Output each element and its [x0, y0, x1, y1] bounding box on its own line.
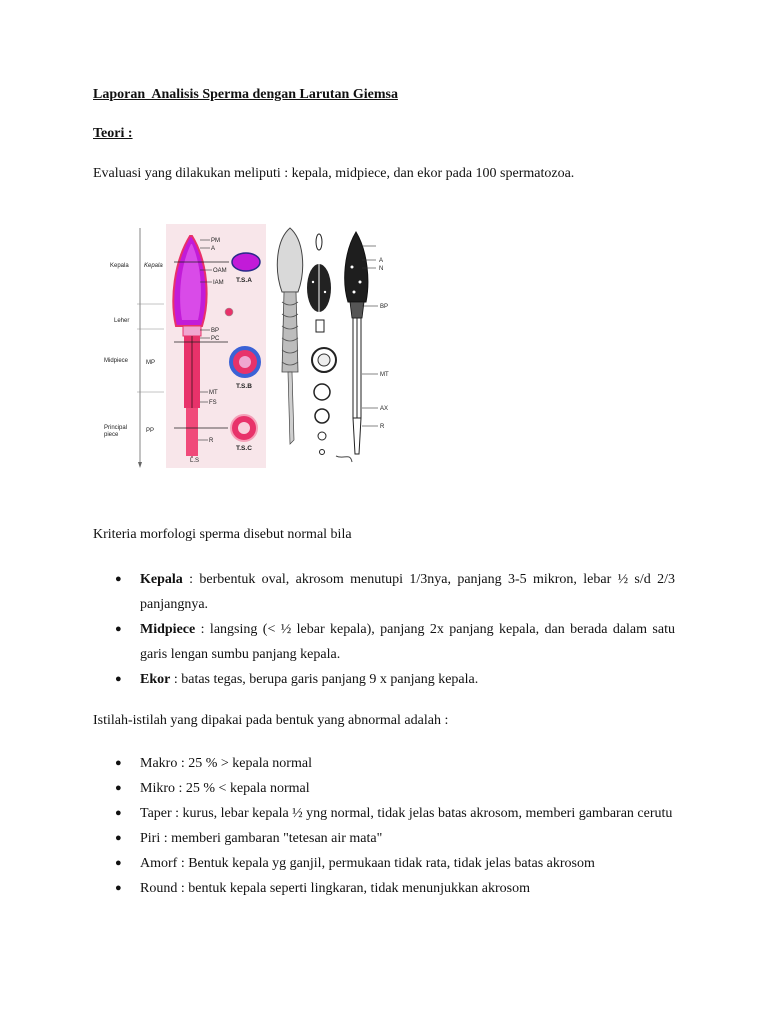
list-item [93, 876, 675, 901]
abnormal-list [93, 751, 675, 901]
abnormal-text: Amorf : Bentuk kepala yg ganjil, permukaan tidak rata, tidak jelas batas akrosom [140, 856, 595, 871]
abnormal-text: Mikro : 25 % < kepala normal [140, 781, 310, 796]
svg-text:R: R [380, 424, 385, 430]
svg-text:MT: MT [380, 372, 389, 378]
criteria-text: : berbentuk oval, akrosom menutupi 1/3nya, panjang 3-5 mikron, lebar ½ s/d 2/3 panjangnya. [140, 572, 675, 612]
region-label-kepala: Kepala [144, 263, 163, 269]
intro-paragraph: Evaluasi yang dilakukan meliputi : kepala, midpiece, dan ekor pada 100 spermatozoa. [93, 166, 575, 181]
abnormal-intro: Istilah-istilah yang dipakai pada bentuk yang abnormal adalah : [93, 713, 449, 728]
svg-text:BP: BP [380, 304, 389, 310]
svg-text:PM: PM [211, 238, 220, 244]
abnormal-text: Taper : kurus, lebar kepala ½ yng normal, tidak jelas batas akrosom, memberi gambaran cerutu [140, 806, 673, 821]
svg-text:FS: FS [209, 400, 217, 406]
bullet-icon: ● [115, 857, 122, 869]
svg-text:A: A [211, 246, 216, 252]
label-tsc: T.S.C [236, 445, 252, 452]
label-tsa: T.S.A [236, 277, 252, 284]
section-heading: Teori : [93, 126, 133, 141]
label-midpiece: Midpiece [104, 358, 129, 364]
bullet-icon: ● [115, 673, 122, 685]
criteria-text: : langsing (< ½ lebar kepala), panjang 2x panjang kepala, dan berada dalam satu garis lengan sumbu panjang kepala. [140, 622, 675, 662]
svg-text:A: A [379, 258, 384, 264]
sperm-anatomy-figure [104, 222, 396, 470]
criteria-intro: Kriteria morfologi sperma disebut normal bila [93, 527, 352, 542]
label-ls: L.S [190, 458, 200, 464]
abnormal-text: Makro : 25 % > kepala normal [140, 756, 312, 771]
list-item [93, 851, 675, 876]
bullet-icon: ● [115, 832, 122, 844]
svg-text:R: R [209, 438, 214, 444]
criteria-list [93, 567, 675, 692]
label-tsb: T.S.B [236, 383, 252, 390]
svg-text:BP: BP [211, 328, 220, 334]
abnormal-text: Piri : memberi gambaran "tetesan air mata" [140, 831, 383, 846]
bullet-icon: ● [115, 623, 122, 635]
svg-text:OAM: OAM [213, 268, 227, 274]
abnormal-text: Round : bentuk kepala seperti lingkaran, tidak menunjukkan akrosom [140, 881, 530, 896]
bullet-icon: ● [115, 807, 122, 819]
list-item [93, 667, 675, 692]
sperm-diagram [104, 222, 396, 470]
label-principal-piece: Principal piece [104, 425, 128, 438]
criteria-text: : batas tegas, berupa garis panjang 9 x panjang kepala. [170, 672, 479, 687]
bullet-icon: ● [115, 882, 122, 894]
list-item [93, 567, 675, 617]
bullet-icon: ● [115, 573, 122, 585]
label-leher: Leher [114, 318, 130, 324]
svg-text:MT: MT [209, 390, 218, 396]
list-item [93, 826, 675, 851]
label-kepala: Kepala [110, 263, 129, 269]
svg-text:N: N [379, 266, 384, 272]
criteria-term: Kepala [140, 572, 183, 587]
region-label-mp: MP [146, 360, 155, 366]
svg-text:IAM: IAM [213, 280, 224, 286]
list-item [93, 776, 675, 801]
document-title: Laporan Analisis Sperma dengan Larutan Giemsa [93, 87, 398, 102]
list-item [93, 801, 675, 826]
svg-text:AX: AX [380, 406, 389, 412]
region-label-pp: PP [146, 428, 155, 434]
svg-text:PC: PC [211, 336, 220, 342]
criteria-term: Ekor [140, 672, 171, 687]
bullet-icon: ● [115, 782, 122, 794]
criteria-term: Midpiece [140, 622, 196, 637]
list-item [93, 617, 675, 667]
list-item [93, 751, 675, 776]
bullet-icon: ● [115, 757, 122, 769]
